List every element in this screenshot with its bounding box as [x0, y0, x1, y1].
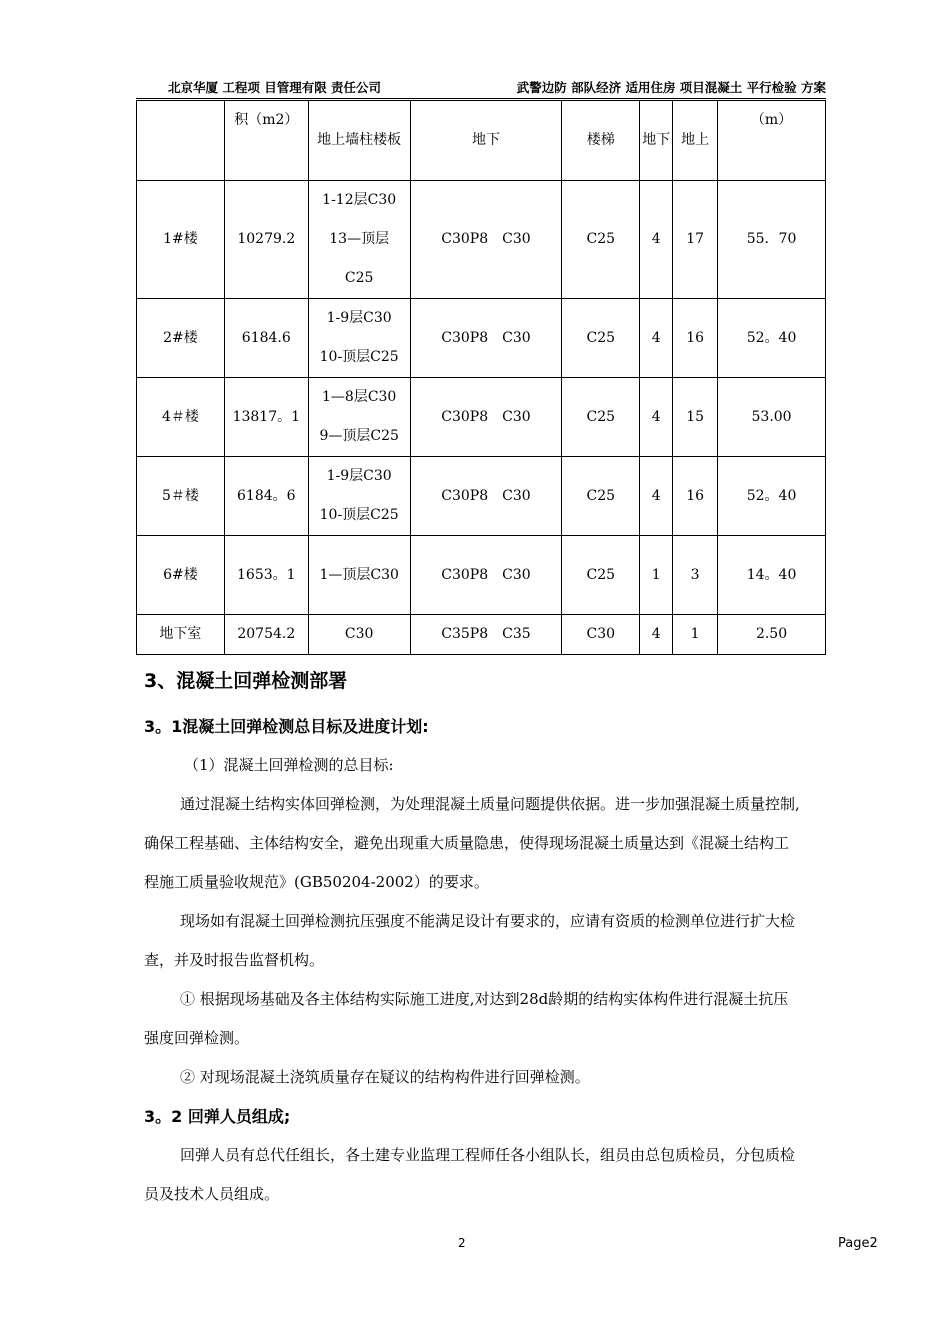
section-3-heading: 3、混凝土回弹检测部署: [144, 670, 348, 692]
stair-spec: C25: [562, 378, 640, 457]
building-area: 6184.6: [224, 299, 308, 378]
above-grade-line: C25: [344, 270, 374, 286]
underground-floors: 4: [640, 457, 673, 536]
reinspection-paragraph: 现场如有混凝土回弹检测抗压强度不能满足设计有要求的，应请有资质的检测单位进行扩大检查，并及时报告监督机构。: [144, 912, 796, 969]
underground-floors: 4: [640, 181, 673, 299]
building-area: 20754.2: [224, 615, 308, 655]
goal-subheading: （1）混凝土回弹检测的总目标:: [184, 756, 394, 774]
above-grade-line: 1—顶层C30: [319, 566, 399, 583]
above-grade-spec: [308, 378, 410, 457]
aboveground-floors: 1: [673, 615, 718, 655]
building-height: 55．70: [718, 181, 826, 299]
building-height: 2.50: [718, 615, 826, 655]
aboveground-floors: 17: [673, 181, 718, 299]
building-height: 52。40: [718, 299, 826, 378]
header-cell-stair: 楼梯: [562, 101, 640, 181]
building-name: 2#楼: [137, 299, 225, 378]
concrete-spec-table: [136, 100, 826, 655]
item-1-paragraph: ① 根据现场基础及各主体结构实际施工进度,对达到28d龄期的结构实体构件进行混凝土抗压强度回弹检测。: [144, 990, 789, 1047]
header-cell-underground: 地下: [640, 101, 673, 181]
building-name: 4＃楼: [137, 378, 225, 457]
header-company: 北京华厦 工程项 目管理有限 责任公司: [168, 80, 382, 95]
header-cell-above: 地上墙柱楼板: [308, 101, 410, 181]
above-grade-line: 10-顶层C25: [319, 507, 399, 523]
below-grade-spec: C30P8 C30: [410, 378, 562, 457]
header-cell-area: 积（m2）: [224, 101, 308, 181]
above-grade-line: 1—8层C30: [322, 389, 397, 405]
above-grade-spec: [308, 181, 410, 299]
aboveground-floors: 15: [673, 378, 718, 457]
underground-floors: 1: [640, 536, 673, 615]
above-grade-spec: [308, 299, 410, 378]
header-project: 武警边防 部队经济 适用住房 项目混凝土 平行检验 方案: [516, 80, 826, 95]
page-number: 2: [458, 1236, 466, 1250]
section-3-2-heading: 3。2 回弹人员组成;: [144, 1107, 291, 1126]
stair-spec: C30: [562, 615, 640, 655]
building-name: 6#楼: [137, 536, 225, 615]
below-grade-spec: C30P8 C30: [410, 299, 562, 378]
personnel-paragraph: 回弹人员有总代任组长，各土建专业监理工程师任各小组队长，组员由总包质检员，分包质检员及技术人员组成。: [144, 1146, 796, 1203]
building-height: 52。40: [718, 457, 826, 536]
above-grade-spec: [308, 536, 410, 615]
above-grade-line: 13—顶层: [329, 231, 390, 247]
header-cell-below: 地下: [410, 101, 562, 181]
table-row: [137, 536, 826, 615]
building-area: 6184。6: [224, 457, 308, 536]
above-grade-line: 1-12层C30: [322, 192, 397, 208]
goal-paragraph: 通过混凝土结构实体回弹检测，为处理混凝土质量问题提供依据。进一步加强混凝土质量控制,确保工程基础、主体结构安全，避免出现重大质量隐患，使得现场混凝土质量达到《混凝土结构工程施工质量验收规范》(GB50204-2002）的要求。: [144, 795, 800, 891]
building-height: 14。40: [718, 536, 826, 615]
underground-floors: 4: [640, 299, 673, 378]
above-grade-line: C30: [344, 626, 374, 642]
table-row: [137, 181, 826, 299]
table-header-row: [137, 101, 826, 181]
stair-spec: C25: [562, 536, 640, 615]
building-name: 1#楼: [137, 181, 225, 299]
building-name: 地下室: [137, 615, 225, 655]
table-row: [137, 378, 826, 457]
header-cell-aboveground: 地上: [673, 101, 718, 181]
header-cell: [137, 101, 225, 181]
table-row: [137, 457, 826, 536]
building-area: 10279.2: [224, 181, 308, 299]
underground-floors: 4: [640, 615, 673, 655]
above-grade-line: 1-9层C30: [326, 310, 392, 326]
below-grade-spec: C30P8 C30: [410, 536, 562, 615]
stair-spec: C25: [562, 181, 640, 299]
aboveground-floors: 3: [673, 536, 718, 615]
stair-spec: C25: [562, 299, 640, 378]
above-grade-spec: [308, 457, 410, 536]
building-height: 53.00: [718, 378, 826, 457]
building-area: 1653。1: [224, 536, 308, 615]
page-header: [136, 78, 826, 99]
aboveground-floors: 16: [673, 457, 718, 536]
stair-spec: C25: [562, 457, 640, 536]
building-name: 5＃楼: [137, 457, 225, 536]
page-label: Page2: [838, 1236, 878, 1251]
above-grade-spec: [308, 615, 410, 655]
below-grade-spec: C30P8 C30: [410, 181, 562, 299]
aboveground-floors: 16: [673, 299, 718, 378]
header-cell-height: （m）: [718, 101, 826, 181]
above-grade-line: 1-9层C30: [326, 468, 392, 484]
above-grade-line: 9—顶层C25: [319, 428, 399, 444]
building-area: 13817。1: [224, 378, 308, 457]
table-row: [137, 299, 826, 378]
section-3-1-heading: 3。1混凝土回弹检测总目标及进度计划:: [144, 717, 429, 736]
table-row: [137, 615, 826, 655]
below-grade-spec: C35P8 C35: [410, 615, 562, 655]
above-grade-line: 10-顶层C25: [319, 349, 399, 365]
item-2-paragraph: ② 对现场混凝土浇筑质量存在疑议的结构构件进行回弹检测。: [180, 1068, 590, 1086]
below-grade-spec: C30P8 C30: [410, 457, 562, 536]
underground-floors: 4: [640, 378, 673, 457]
